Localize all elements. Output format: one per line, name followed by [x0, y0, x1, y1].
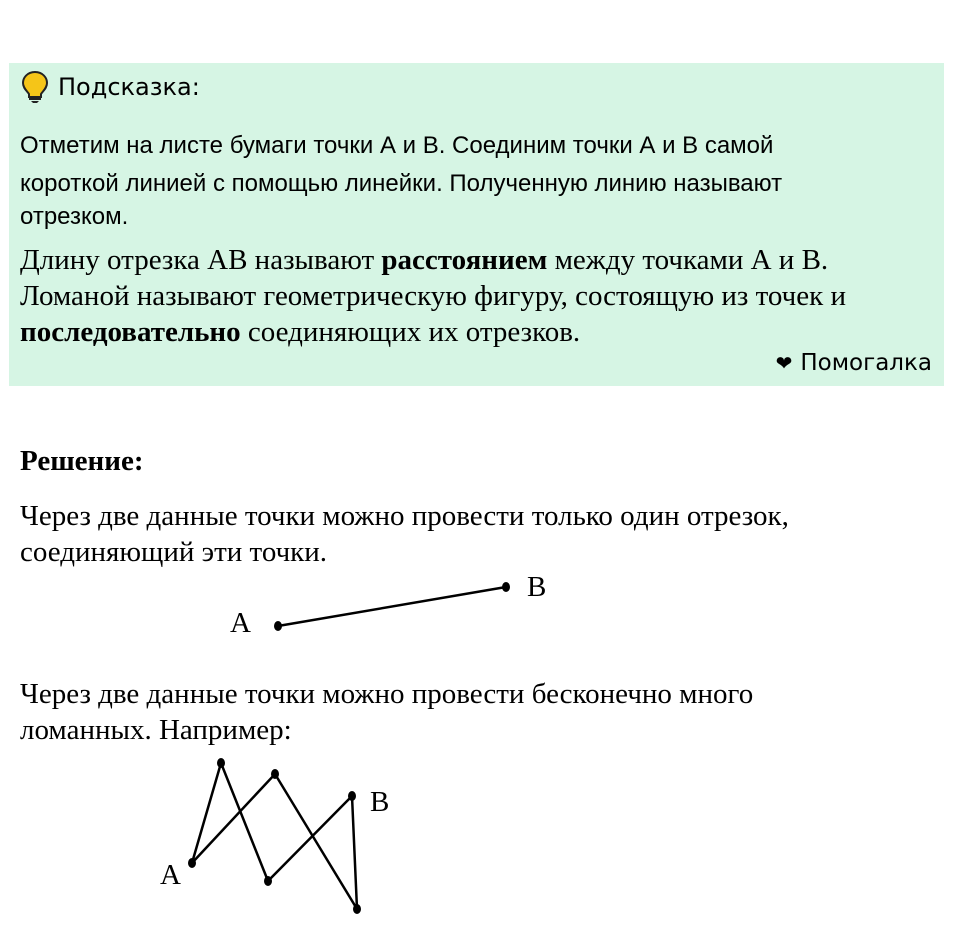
polyline-1	[192, 763, 352, 881]
label-b: В	[527, 571, 547, 603]
hint-line: короткой линией с помощью линейки. Полученную линию называют	[20, 170, 783, 197]
text-part: соединяющих их отрезков.	[240, 316, 581, 348]
hint-polyline-text: Ломаной называют геометрическую фигуру, состоящую из точек и	[20, 280, 846, 312]
hint-polyline-text-2	[20, 314, 580, 350]
hint-distance-text	[20, 242, 828, 278]
solution-text-line: соединяющий эти точки.	[20, 536, 328, 568]
vertex	[264, 876, 272, 886]
solution-heading-text: Решение:	[20, 445, 144, 477]
point-b	[502, 582, 510, 592]
solution-heading	[20, 443, 144, 479]
point-b	[348, 791, 356, 801]
point-a	[274, 621, 282, 631]
heart-icon: ❤	[775, 351, 793, 375]
hint-title: Подсказка:	[58, 73, 200, 101]
lightbulb-icon	[20, 70, 50, 104]
text-part: Длину отрезка АВ называют	[20, 244, 382, 276]
hint-line: Отметим на листе бумаги точки А и В. Соединим точки А и В самой	[20, 132, 774, 159]
solution-text-line: Через две данные точки можно провести только один отрезок,	[20, 500, 789, 532]
hint-header	[20, 70, 200, 104]
term-distance: расстоянием	[381, 244, 548, 276]
text-part: между точками А и В.	[547, 244, 829, 276]
label-a: А	[230, 607, 251, 639]
label-a: А	[160, 859, 181, 891]
hint-paragraph	[20, 127, 940, 231]
vertex	[353, 904, 361, 914]
footer-label: Помогалка	[800, 350, 932, 376]
solution-text-line: Через две данные точки можно провести бесконечно много	[20, 678, 754, 710]
point-a	[188, 858, 196, 868]
polyline-2	[192, 774, 357, 909]
term-sequential: последовательно	[20, 316, 241, 348]
segment-ab	[278, 587, 506, 626]
hint-footer	[776, 350, 932, 376]
hint-term: отрезком.	[20, 203, 129, 230]
solution-text-line: ломанных. Например:	[20, 714, 292, 746]
vertex	[271, 769, 279, 779]
vertex	[217, 758, 225, 768]
label-b: В	[370, 786, 390, 818]
